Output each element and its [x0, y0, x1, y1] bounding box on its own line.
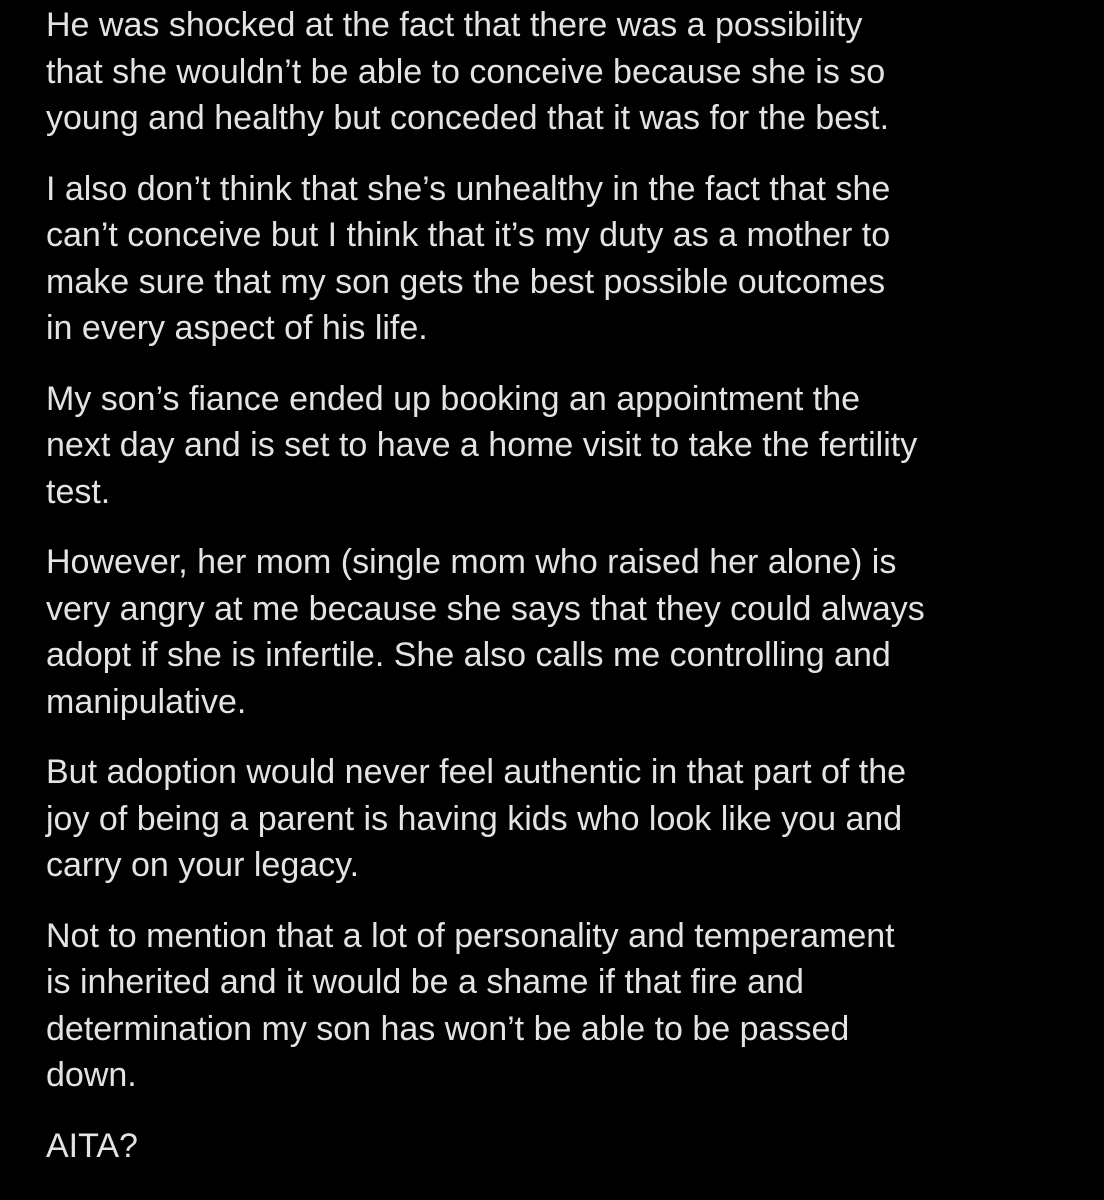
post-paragraph: I also don’t think that she’s unhealthy in the fact that she can’t conceive but I think that it’s my duty as a mother to make sure that my son gets the best possible outcomes in every aspect of his life.: [46, 169, 891, 347]
post-paragraph: He was shocked at the fact that there was a possibility that she wouldn’t be able to conceive because she is so young and healthy but conceded that it was for the best.: [46, 6, 890, 137]
post-question: AITA?: [46, 1126, 138, 1165]
post-paragraph: My son’s fiance ended up booking an appointment the next day and is set to have a home visit to take the fertility test.: [46, 379, 918, 511]
post-paragraph: Not to mention that a lot of personality and temperament is inherited and it would be a shame if that fire and determination my son has won’t be able to be passed down.: [46, 916, 895, 1094]
post-body: [46, 2, 1086, 1193]
post-paragraph: But adoption would never feel authentic in that part of the joy of being a parent is having kids who look like you and carry on your legacy.: [46, 753, 907, 884]
post-paragraph: However, her mom (single mom who raised her alone) is very angry at me because she says that they could always adopt if she is infertile. She also calls me controlling and manipulative.: [46, 543, 925, 721]
